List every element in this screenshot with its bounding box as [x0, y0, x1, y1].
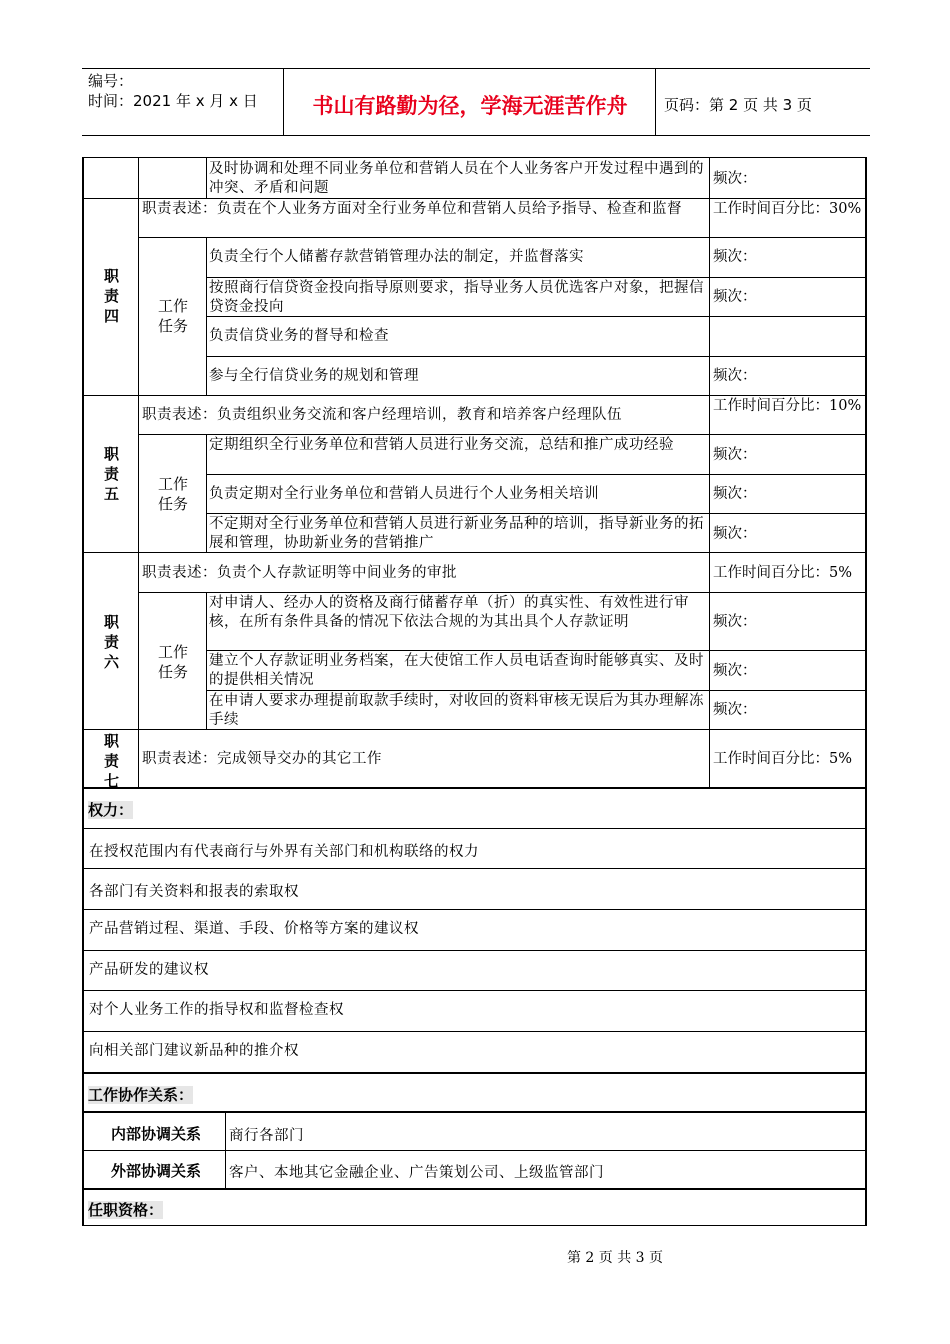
task-column-divider-d	[206, 592, 207, 729]
table-bottom-border	[82, 1225, 867, 1226]
powers-title	[88, 799, 133, 820]
section-rule	[82, 1072, 867, 1074]
header-bottom-rule	[82, 135, 870, 136]
table-right-border	[865, 157, 867, 1226]
duty-statement: 职责表述：负责在个人业务方面对全行业务单位和营销人员给予指导、检查和监督	[142, 201, 682, 217]
power-item: 产品营销过程、渠道、手段、价格等方案的建议权	[89, 921, 419, 937]
task-section-label: 工作任务	[158, 297, 189, 335]
task-text: 参与全行信贷业务的规划和管理	[209, 368, 419, 384]
internal-relations-label: 内部协调关系	[110, 1125, 201, 1143]
section-rule	[82, 787, 867, 789]
page-footer: 第 2 页 共 3 页	[566, 1250, 664, 1266]
row-line	[206, 474, 867, 475]
task-column-divider-c	[206, 435, 207, 553]
task-text: 按照商行信贷资金投向指导原则要求，指导业务人员优选客户对象，把握信贷资金投向	[209, 280, 704, 315]
duty-time-percent: 工作时间百分比：5%	[713, 565, 853, 581]
header-divider-left	[283, 68, 284, 136]
row-line	[82, 828, 867, 829]
row-line	[82, 1150, 867, 1151]
row-line	[82, 990, 867, 991]
row-line	[82, 1031, 867, 1032]
task-frequency: 频次：	[713, 289, 757, 305]
relations-title-text: 工作协作关系：	[88, 1086, 194, 1104]
header-motto: 书山有路勤为径，学海无涯苦作舟	[312, 93, 628, 118]
row-line	[82, 950, 867, 951]
section-rule	[82, 1188, 867, 1190]
task-text: 在申请人要求办理提前取款手续时，对收回的资料审核无误后为其办理解冻手续	[209, 693, 704, 728]
row-line	[138, 237, 867, 238]
task-column-divider-a	[206, 157, 207, 198]
task-text: 定期组织全行业务单位和营销人员进行业务交流，总结和推广成功经验	[209, 437, 674, 453]
duty-time-percent: 工作时间百分比：5%	[713, 751, 853, 767]
row-line	[138, 592, 867, 593]
task-text: 负责全行个人储蓄存款营销管理办法的制定，并监督落实	[209, 249, 584, 265]
qualification-title	[88, 1199, 163, 1220]
duty-label-four: 职责四	[104, 267, 120, 325]
row-line	[206, 513, 867, 514]
qualification-title-text: 任职资格：	[88, 1201, 164, 1219]
task-section-label: 工作任务	[158, 475, 189, 513]
task-column-divider-b	[206, 238, 207, 396]
duty-label-six: 职责六	[104, 613, 120, 671]
task-frequency: 频次：	[713, 249, 757, 265]
row-line	[206, 650, 867, 651]
power-item: 向相关部门建议新品种的推介权	[89, 1043, 299, 1059]
header-divider-right	[655, 68, 656, 136]
task-frequency: 频次：	[713, 447, 757, 463]
document-date: 时间：2021 年 x 月 x 日	[88, 92, 258, 110]
task-text: 负责定期对全行业务单位和营销人员进行个人业务相关培训	[209, 486, 599, 502]
label-column-divider	[138, 157, 139, 788]
row-line	[82, 868, 867, 869]
header-top-rule	[82, 68, 870, 69]
row-line	[82, 157, 867, 158]
duty-time-percent: 工作时间百分比：10%	[713, 398, 862, 414]
task-section-label: 工作任务	[158, 643, 189, 681]
duty-statement: 职责表述：负责个人存款证明等中间业务的审批	[142, 565, 457, 581]
duty-label-seven: 职责七	[104, 732, 120, 790]
duty-statement: 职责表述：负责组织业务交流和客户经理培训，教育和培养客户经理队伍	[142, 407, 622, 423]
task-text: 及时协调和处理不同业务单位和营销人员在个人业务客户开发过程中遇到的冲突、矛盾和问题	[209, 161, 704, 196]
power-item: 产品研发的建议权	[89, 962, 209, 978]
powers-title-text: 权力：	[88, 801, 134, 819]
external-relations-value: 客户、本地其它金融企业、广告策划公司、上级监管部门	[229, 1165, 604, 1181]
page-indicator: 页码：第 2 页 共 3 页	[664, 96, 812, 114]
row-line	[82, 198, 867, 199]
task-text: 对申请人、经办人的资格及商行储蓄存单（折）的真实性、有效性进行审核，在所有条件具备的情况下依法合规的为其出具个人存款证明	[209, 595, 689, 630]
duty-label-five: 职责五	[104, 445, 120, 503]
task-text: 不定期对全行业务单位和营销人员进行新业务品种的培训，指导新业务的拓展和管理，协助新业务的营销推广	[209, 516, 704, 551]
task-frequency: 频次：	[713, 171, 757, 187]
external-relations-label: 外部协调关系	[110, 1162, 201, 1180]
task-text: 负责信贷业务的督导和检查	[209, 328, 389, 344]
power-item: 各部门有关资料和报表的索取权	[89, 884, 299, 900]
freq-column-divider	[709, 157, 710, 788]
duty-time-percent: 工作时间百分比：30%	[713, 201, 862, 217]
task-frequency: 频次：	[713, 663, 757, 679]
document-number-label: 编号：	[88, 72, 134, 90]
row-line	[206, 356, 867, 357]
section-rule	[82, 1111, 867, 1113]
internal-relations-value: 商行各部门	[229, 1128, 304, 1144]
power-item: 在授权范围内有代表商行与外界有关部门和机构联络的权力	[89, 844, 479, 860]
row-line	[206, 277, 867, 278]
row-line	[206, 690, 867, 691]
row-line	[82, 395, 867, 396]
task-frequency: 频次：	[713, 486, 757, 502]
row-line	[138, 434, 867, 435]
power-item: 对个人业务工作的指导权和监督检查权	[89, 1002, 344, 1018]
task-frequency: 频次：	[713, 702, 757, 718]
task-frequency: 频次：	[713, 526, 757, 542]
task-frequency: 频次：	[713, 368, 757, 384]
row-line	[82, 909, 867, 910]
duty-statement: 职责表述：完成领导交办的其它工作	[142, 751, 382, 767]
task-frequency: 频次：	[713, 614, 757, 630]
task-text: 建立个人存款证明业务档案，在大使馆工作人员电话查询时能够真实、及时的提供相关情况	[209, 653, 704, 688]
relations-title	[88, 1084, 193, 1105]
